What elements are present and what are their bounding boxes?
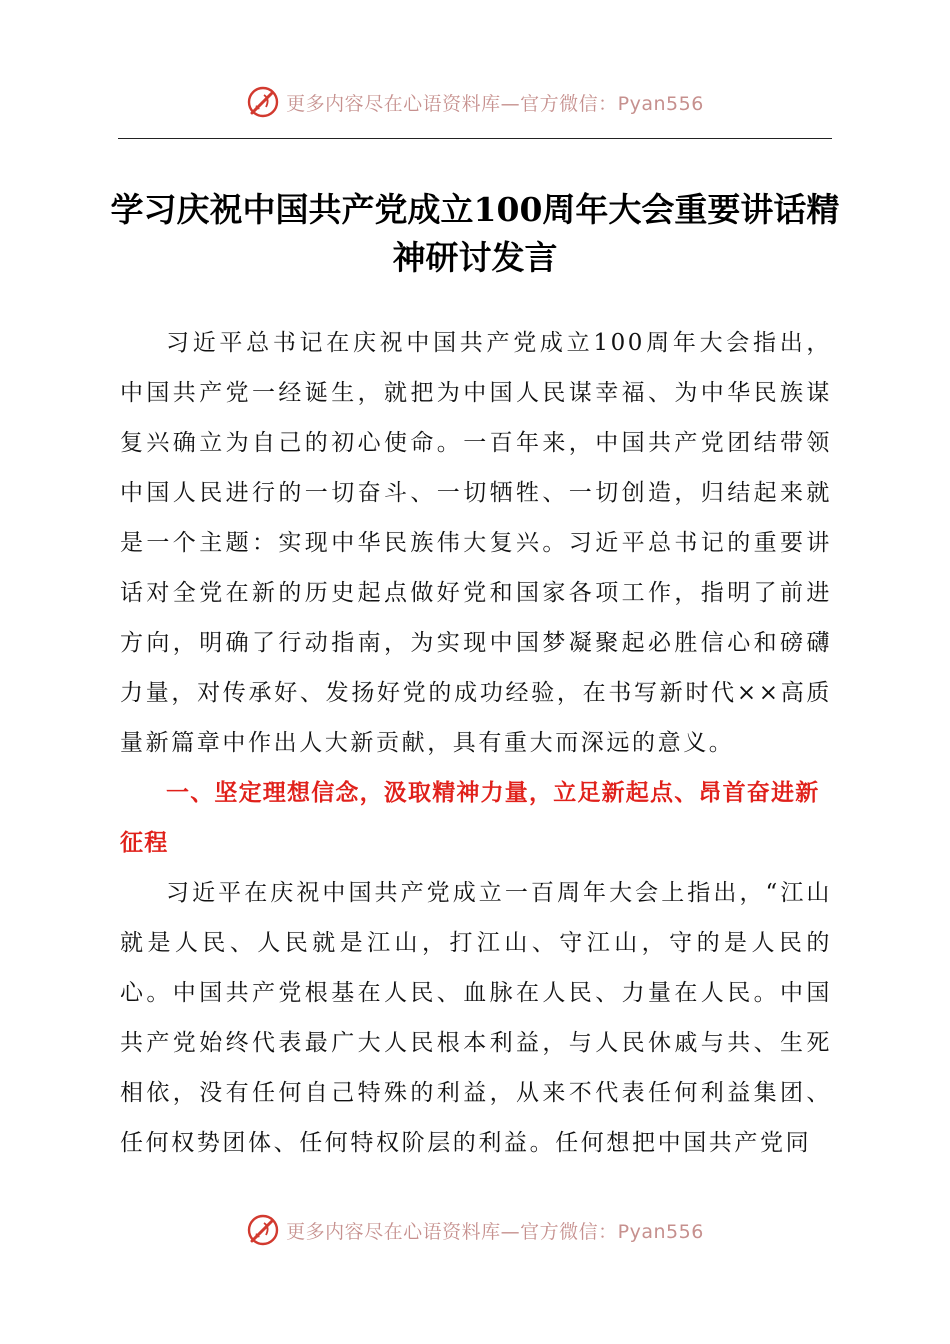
document-body xyxy=(120,318,832,1168)
footer-watermark-text: 更多内容尽在心语资料库—官方微信：Pyan556 xyxy=(286,1220,704,1243)
header-watermark-text: 更多内容尽在心语资料库—官方微信：Pyan556 xyxy=(286,92,704,115)
document-title: 学习庆祝中国共产党成立100周年大会重要讲话精神研讨发言 xyxy=(110,190,840,277)
pen-logo-icon xyxy=(246,85,280,119)
pen-logo-icon xyxy=(246,1213,280,1247)
header-divider xyxy=(118,138,832,139)
section-paragraph: 习近平在庆祝中国共产党成立一百周年大会上指出，“江山就是人民、人民就是江山，打江山、守江山，守的是人民的心。中国共产党根基在人民、血脉在人民、力量在人民。中国共产党始终代表最广大人民根本利益，与人民休戚与共、生死相依，没有任何自己特殊的利益，从来不代表任何利益集团、任何权势团体、任何特权阶层的利益。任何想把中国共产党同 xyxy=(120,880,832,1156)
section-heading: 一、坚定理想信念，汲取精神力量，立足新起点、昂首奋进新征程 xyxy=(120,780,820,856)
header-watermark-banner xyxy=(0,80,950,124)
footer-watermark-banner xyxy=(0,1208,950,1252)
intro-paragraph: 习近平总书记在庆祝中国共产党成立100周年大会指出，中国共产党一经诞生，就把为中国人民谋幸福、为中华民族谋复兴确立为自己的初心使命。一百年来，中国共产党团结带领中国人民进行的一切奋斗、一切牺牲、一切创造，归结起来就是一个主题：实现中华民族伟大复兴。习近平总书记的重要讲话对全党在新的历史起点做好党和国家各项工作，指明了前进方向，明确了行动指南，为实现中国梦凝聚起必胜信心和磅礴力量，对传承好、发扬好党的成功经验，在书写新时代××高质量新篇章中作出人大新贡献，具有重大而深远的意义。 xyxy=(120,330,832,756)
